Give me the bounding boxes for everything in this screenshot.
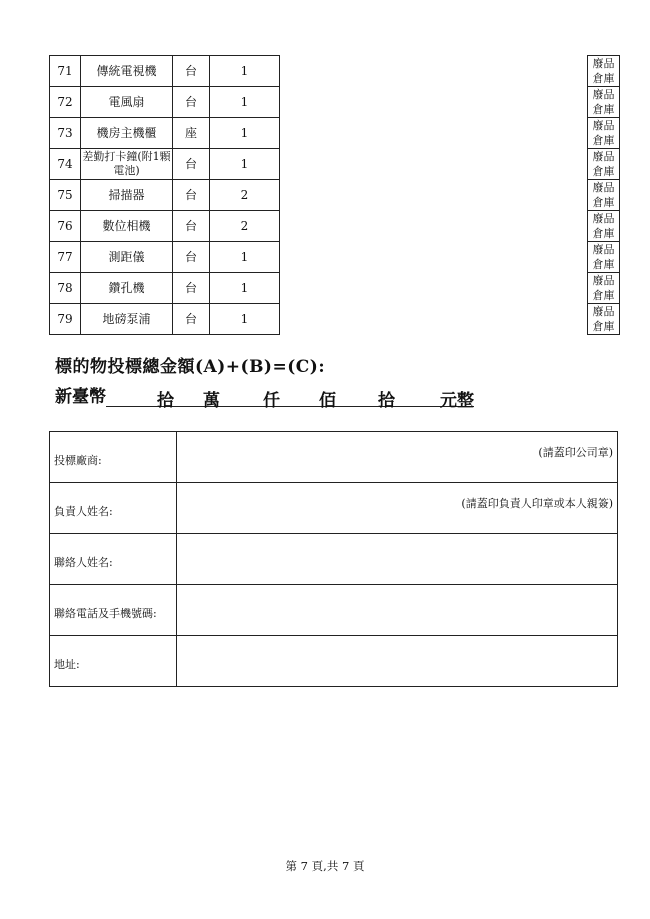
item-number: 76: [50, 211, 81, 242]
item-unit: 台: [173, 304, 210, 335]
table-row: [50, 118, 620, 149]
item-number: 75: [50, 180, 81, 211]
unit-qian: 仟: [220, 386, 280, 407]
item-spacer: [280, 304, 588, 335]
items-table-body: [50, 56, 620, 335]
unit-shi-2: 拾: [336, 386, 395, 407]
item-quantity: 1: [210, 304, 280, 335]
item-unit: 台: [173, 149, 210, 180]
item-location: 廢品倉庫: [588, 56, 620, 87]
table-row: [50, 242, 620, 273]
item-unit: 台: [173, 180, 210, 211]
item-location: 廢品倉庫: [588, 304, 620, 335]
item-unit: 台: [173, 211, 210, 242]
item-spacer: [280, 273, 588, 304]
item-spacer: [280, 118, 588, 149]
vendor-row-contact: [50, 534, 618, 585]
vendor-info-table: [49, 431, 618, 687]
item-location: 廢品倉庫: [588, 273, 620, 304]
item-quantity: 1: [210, 118, 280, 149]
item-spacer: [280, 242, 588, 273]
vendor-row-phone: [50, 585, 618, 636]
unit-shi-1: 拾: [148, 386, 174, 407]
amount-blank[interactable]: [106, 386, 148, 407]
item-name: 地磅泵浦: [81, 304, 173, 335]
item-name: 測距儀: [81, 242, 173, 273]
item-location: 廢品倉庫: [588, 118, 620, 149]
item-quantity: 1: [210, 149, 280, 180]
item-quantity: 2: [210, 211, 280, 242]
item-spacer: [280, 180, 588, 211]
item-name: 鑽孔機: [81, 273, 173, 304]
table-row: [50, 211, 620, 242]
item-name: 差勤打卡鐘(附1顆電池): [81, 149, 173, 180]
table-row: [50, 149, 620, 180]
item-quantity: 2: [210, 180, 280, 211]
item-spacer: [280, 211, 588, 242]
vendor-owner-field[interactable]: [177, 483, 618, 534]
item-number: 78: [50, 273, 81, 304]
item-spacer: [280, 149, 588, 180]
item-number: 79: [50, 304, 81, 335]
item-unit: 座: [173, 118, 210, 149]
item-name: 機房主機櫃: [81, 118, 173, 149]
item-name: 掃描器: [81, 180, 173, 211]
item-quantity: 1: [210, 87, 280, 118]
vendor-label-phone: 聯絡電話及手機號碼:: [50, 585, 177, 636]
vendor-row-owner: [50, 483, 618, 534]
table-row: [50, 56, 620, 87]
vendor-contact-field[interactable]: [177, 534, 618, 585]
item-unit: 台: [173, 87, 210, 118]
item-spacer: [280, 56, 588, 87]
table-row: [50, 180, 620, 211]
vendor-label-contact: 聯絡人姓名:: [50, 534, 177, 585]
item-number: 71: [50, 56, 81, 87]
item-number: 73: [50, 118, 81, 149]
unit-wan: 萬: [174, 386, 220, 407]
item-spacer: [280, 87, 588, 118]
item-number: 74: [50, 149, 81, 180]
vendor-phone-field[interactable]: [177, 585, 618, 636]
item-number: 72: [50, 87, 81, 118]
item-name: 數位相機: [81, 211, 173, 242]
item-location: 廢品倉庫: [588, 211, 620, 242]
page-number: 第 7 頁,共 7 頁: [285, 859, 365, 873]
owner-seal-note: (請蓋印負責人印章或本人親簽): [461, 497, 613, 510]
unit-yuan: 元整: [395, 386, 474, 407]
item-name: 電風扇: [81, 87, 173, 118]
item-name: 傳統電視機: [81, 56, 173, 87]
item-quantity: 1: [210, 242, 280, 273]
vendor-row-company: [50, 432, 618, 483]
item-number: 77: [50, 242, 81, 273]
item-location: 廢品倉庫: [588, 180, 620, 211]
item-quantity: 1: [210, 56, 280, 87]
company-seal-note: (請蓋印公司章): [538, 446, 613, 459]
vendor-row-address: [50, 636, 618, 687]
vendor-label-owner: 負責人姓名:: [50, 483, 177, 534]
table-row: [50, 273, 620, 304]
item-location: 廢品倉庫: [588, 87, 620, 118]
table-row: [50, 304, 620, 335]
table-row: [50, 87, 620, 118]
item-unit: 台: [173, 56, 210, 87]
item-quantity: 1: [210, 273, 280, 304]
currency-label: 新臺幣: [55, 387, 106, 407]
vendor-label-address: 地址:: [50, 636, 177, 687]
vendor-company-field[interactable]: [177, 432, 618, 483]
item-location: 廢品倉庫: [588, 242, 620, 273]
total-amount-title: 標的物投標總金額(A)+(B)=(C):: [55, 357, 326, 377]
unit-bai: 佰: [280, 386, 336, 407]
items-table: [49, 55, 620, 335]
vendor-label-company: 投標廠商:: [50, 432, 177, 483]
vendor-address-field[interactable]: [177, 636, 618, 687]
item-unit: 台: [173, 273, 210, 304]
total-amount-line: [55, 382, 474, 411]
item-unit: 台: [173, 242, 210, 273]
item-location: 廢品倉庫: [588, 149, 620, 180]
